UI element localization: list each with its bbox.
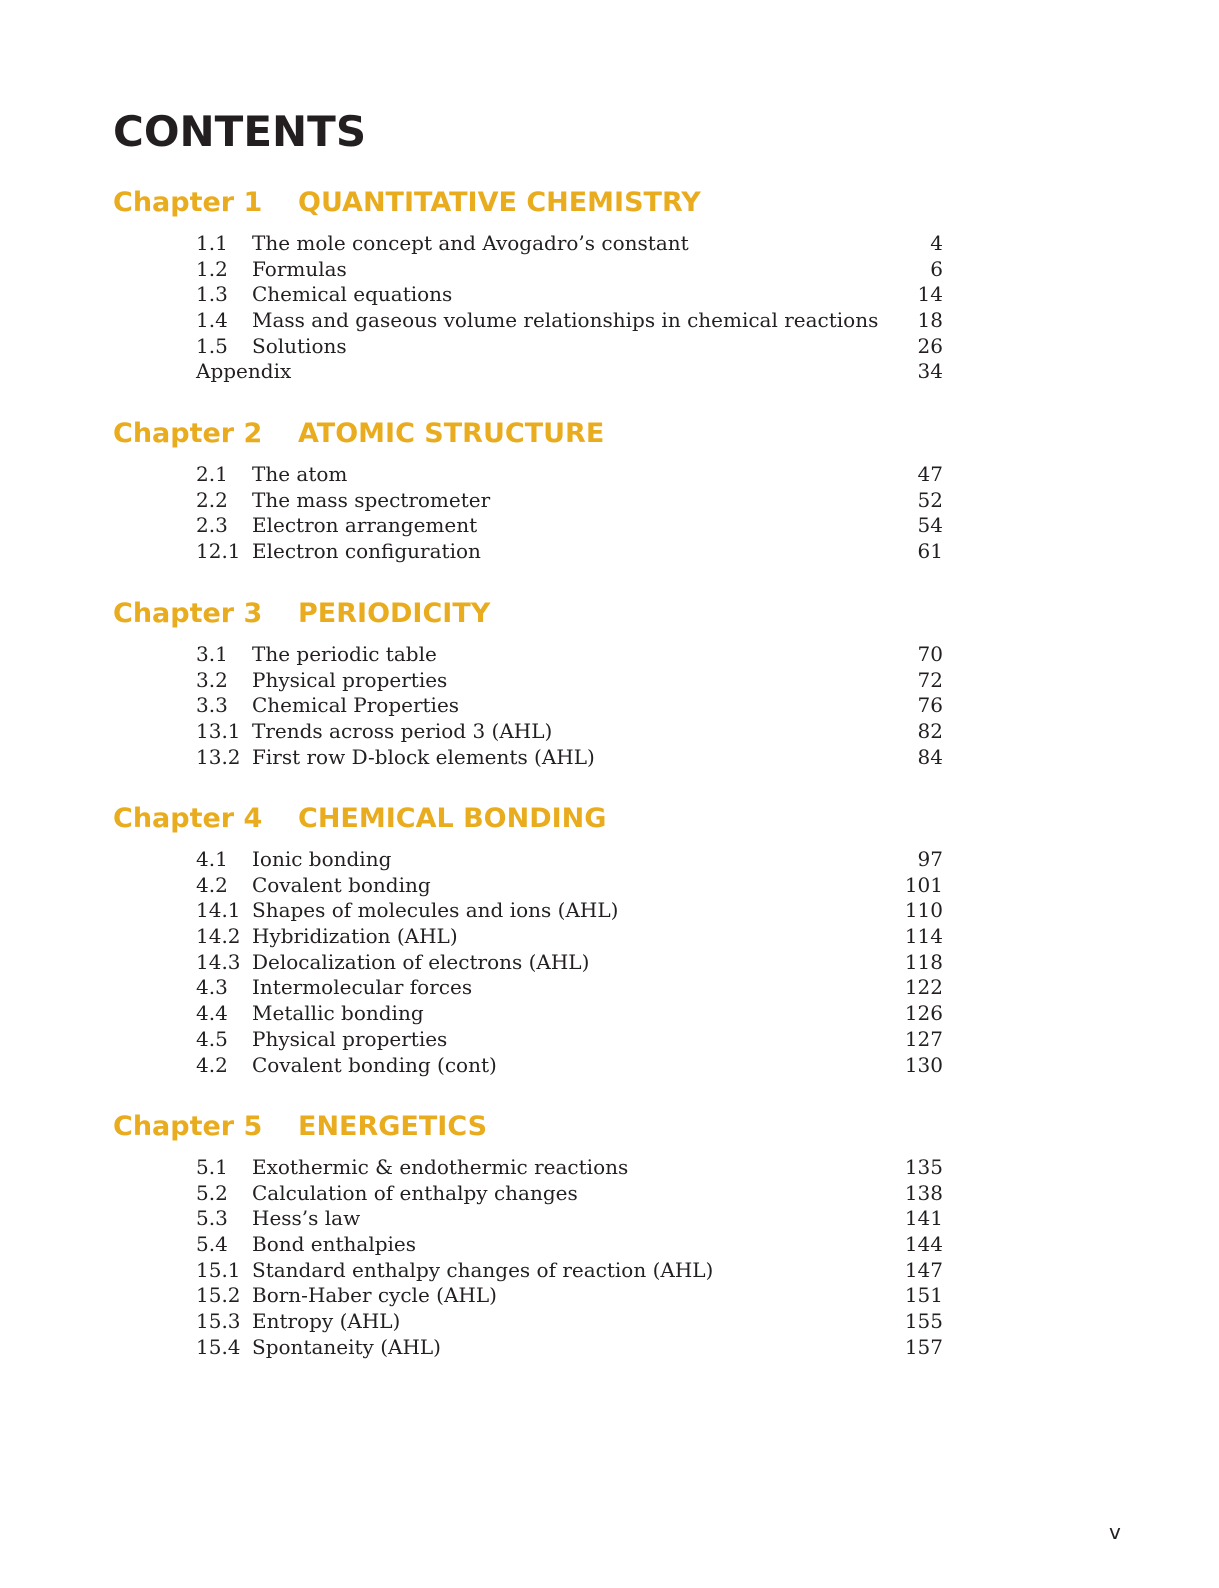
toc-entry[interactable]	[113, 488, 943, 514]
chapter-label: Chapter 5	[113, 1111, 263, 1142]
page-ref: 52	[917, 487, 943, 512]
section-title: Entropy (AHL)	[252, 1309, 401, 1334]
toc-entry[interactable]	[113, 334, 943, 360]
page-ref: 147	[904, 1257, 943, 1282]
section-title: Mass and gaseous volume relationships in chemical reactions	[252, 308, 879, 333]
toc-entry[interactable]	[113, 898, 943, 924]
section-number: 1.3	[196, 282, 228, 307]
section-title: Metallic bonding	[252, 1001, 424, 1026]
entry-list	[113, 1155, 943, 1361]
page-ref: 130	[904, 1052, 943, 1077]
section-number: 15.2	[196, 1283, 241, 1308]
section-title: Appendix	[196, 359, 292, 384]
toc-entry[interactable]	[113, 539, 943, 565]
section-title: Bond enthalpies	[252, 1232, 417, 1257]
page-ref: 135	[904, 1155, 943, 1179]
section-number: 15.4	[196, 1334, 241, 1359]
toc-entry[interactable]	[113, 462, 943, 488]
section-title: Solutions	[252, 333, 347, 358]
toc-entry[interactable]	[113, 359, 943, 385]
section-title: First row D-block elements (AHL)	[252, 744, 595, 769]
chapter-heading	[113, 594, 943, 634]
page-ref: 72	[917, 667, 943, 692]
toc-entry[interactable]	[113, 1258, 943, 1284]
toc-entry[interactable]	[113, 1335, 943, 1361]
section-title: Formulas	[252, 256, 347, 281]
section-number: 12.1	[196, 539, 241, 564]
page-ref: 127	[904, 1026, 943, 1051]
chapter-title: ENERGETICS	[298, 1111, 488, 1142]
section-title: The atom	[252, 462, 348, 486]
section-number: 5.2	[196, 1180, 228, 1205]
section-number: 3.3	[196, 693, 228, 718]
toc-entry[interactable]	[113, 642, 943, 668]
toc-entry[interactable]	[113, 668, 943, 694]
chapter-section	[113, 414, 943, 565]
chapter-section	[113, 1107, 943, 1361]
section-title: Calculation of enthalpy changes	[252, 1180, 578, 1205]
section-number: 1.2	[196, 256, 228, 281]
section-number: 15.1	[196, 1257, 241, 1282]
section-title: Born-Haber cycle (AHL)	[252, 1283, 497, 1308]
page-ref: 84	[917, 744, 943, 769]
toc-entry[interactable]	[113, 924, 943, 950]
section-number: 13.1	[196, 719, 241, 744]
page-ref: 138	[904, 1180, 943, 1205]
toc-entry[interactable]	[113, 513, 943, 539]
page-ref: 101	[904, 872, 943, 897]
toc-entry[interactable]	[113, 231, 943, 257]
toc-entry[interactable]	[113, 693, 943, 719]
section-title: The mole concept and Avogadro’s constant	[252, 231, 689, 255]
section-number: 4.1	[196, 847, 228, 871]
page-ref: 14	[917, 282, 943, 307]
page-ref: 141	[904, 1206, 943, 1231]
section-title: Chemical equations	[252, 282, 453, 307]
toc-entry[interactable]	[113, 308, 943, 334]
page-ref: 6	[930, 256, 943, 281]
chapter-title: ATOMIC STRUCTURE	[298, 418, 605, 449]
toc-entry[interactable]	[113, 1309, 943, 1335]
page-ref: 114	[904, 924, 943, 949]
section-title: Hybridization (AHL)	[252, 924, 458, 949]
section-title: Covalent bonding (cont)	[252, 1052, 497, 1077]
chapter-title: CHEMICAL BONDING	[298, 803, 607, 834]
section-title: Covalent bonding	[252, 872, 431, 897]
section-title: Ionic bonding	[252, 847, 392, 871]
page-ref: 47	[917, 462, 943, 486]
page-ref: 97	[917, 847, 943, 871]
page-ref: 157	[904, 1334, 943, 1359]
section-number: 5.3	[196, 1206, 228, 1231]
section-number: 1.1	[196, 231, 228, 255]
section-title: Physical properties	[252, 667, 448, 692]
section-number: 5.1	[196, 1155, 228, 1179]
section-title: Shapes of molecules and ions (AHL)	[252, 898, 619, 923]
chapter-heading	[113, 799, 943, 839]
section-title: Hess’s law	[252, 1206, 361, 1231]
section-number: 4.3	[196, 975, 228, 1000]
section-title: Standard enthalpy changes of reaction (AHL)	[252, 1257, 714, 1282]
page-ref: 26	[917, 333, 943, 358]
toc-entry[interactable]	[113, 1155, 943, 1181]
section-number: 14.2	[196, 924, 241, 949]
page-ref: 144	[904, 1232, 943, 1257]
section-number: 2.2	[196, 487, 228, 512]
page-title: CONTENTS	[113, 107, 367, 156]
toc-entry[interactable]	[113, 847, 943, 873]
page-ref: 70	[917, 642, 943, 666]
section-number: 4.5	[196, 1026, 228, 1051]
section-number: 4.4	[196, 1001, 228, 1026]
section-number: 14.1	[196, 898, 241, 923]
section-title: Chemical Properties	[252, 693, 460, 718]
entry-list	[113, 462, 943, 565]
page-ref: 110	[904, 898, 943, 923]
toc-entry[interactable]	[113, 257, 943, 283]
entry-list	[113, 642, 943, 770]
section-number: 3.1	[196, 642, 228, 666]
section-number: 13.2	[196, 744, 241, 769]
section-title: The mass spectrometer	[252, 487, 491, 512]
toc-entry[interactable]	[113, 1053, 943, 1079]
toc-entry[interactable]	[113, 1206, 943, 1232]
chapter-label: Chapter 3	[113, 598, 263, 629]
section-title: Trends across period 3 (AHL)	[252, 719, 553, 744]
entry-list	[113, 847, 943, 1078]
chapter-section	[113, 183, 943, 385]
toc-entry[interactable]	[113, 975, 943, 1001]
page-ref: 18	[917, 308, 943, 333]
page-ref: 151	[904, 1283, 943, 1308]
chapter-section	[113, 799, 943, 1078]
page-ref: 61	[917, 539, 943, 564]
page-ref: 76	[917, 693, 943, 718]
page-ref: 126	[904, 1001, 943, 1026]
page-ref: 122	[904, 975, 943, 1000]
section-title: Electron configuration	[252, 539, 481, 564]
toc-entry[interactable]	[113, 745, 943, 771]
section-number: 14.3	[196, 949, 241, 974]
section-title: Spontaneity (AHL)	[252, 1334, 441, 1359]
chapter-section	[113, 594, 943, 770]
entry-list	[113, 231, 943, 385]
section-title: The periodic table	[252, 642, 437, 666]
chapter-label: Chapter 1	[113, 187, 263, 218]
toc-entry[interactable]	[113, 1001, 943, 1027]
chapter-label: Chapter 2	[113, 418, 263, 449]
page-ref: 118	[904, 949, 943, 974]
section-number: 1.5	[196, 333, 228, 358]
section-number: 2.1	[196, 462, 228, 486]
section-number: 4.2	[196, 872, 228, 897]
page-ref: 4	[930, 231, 943, 255]
toc-entry[interactable]	[113, 873, 943, 899]
toc-entry[interactable]	[113, 1232, 943, 1258]
toc-entry[interactable]	[113, 1181, 943, 1207]
section-number: 5.4	[196, 1232, 228, 1257]
section-number: 3.2	[196, 667, 228, 692]
chapter-heading	[113, 414, 943, 454]
section-number: 1.4	[196, 308, 228, 333]
chapter-title: PERIODICITY	[298, 598, 491, 629]
toc-entry[interactable]	[113, 282, 943, 308]
page-ref: 54	[917, 513, 943, 538]
section-number: 2.3	[196, 513, 228, 538]
page-number: v	[1109, 1520, 1121, 1544]
toc-entry[interactable]	[113, 1283, 943, 1309]
section-number: 15.3	[196, 1309, 241, 1334]
chapter-label: Chapter 4	[113, 803, 263, 834]
section-title: Physical properties	[252, 1026, 448, 1051]
section-title: Delocalization of electrons (AHL)	[252, 949, 590, 974]
chapter-heading	[113, 183, 943, 223]
section-title: Exothermic & endothermic reactions	[252, 1155, 629, 1179]
chapter-title: QUANTITATIVE CHEMISTRY	[298, 187, 701, 218]
page-ref: 82	[917, 719, 943, 744]
page-ref: 34	[917, 359, 943, 384]
section-number: 4.2	[196, 1052, 228, 1077]
toc-entry[interactable]	[113, 719, 943, 745]
section-title: Electron arrangement	[252, 513, 478, 538]
page-ref: 155	[904, 1309, 943, 1334]
section-title: Intermolecular forces	[252, 975, 473, 1000]
toc-entry[interactable]	[113, 1027, 943, 1053]
toc-entry[interactable]	[113, 950, 943, 976]
chapter-heading	[113, 1107, 943, 1147]
